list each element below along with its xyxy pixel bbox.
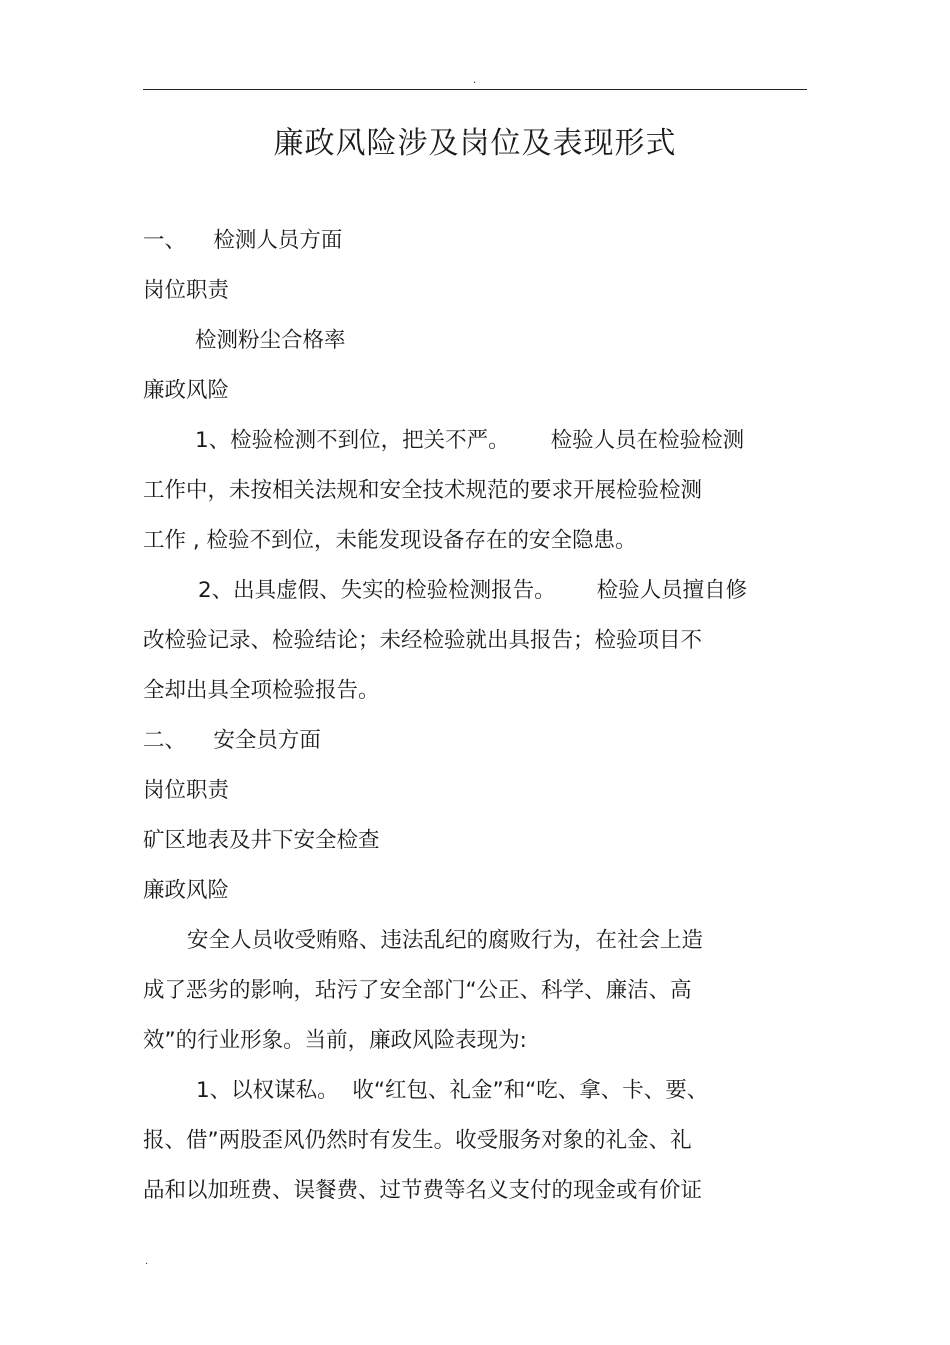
footer-dot: . (145, 1256, 149, 1267)
risk-item-1-line-2: 工作中，未按相关法规和安全技术规范的要求开展检验检测 (143, 478, 703, 503)
risk-paragraph-line-2: 成了恶劣的影响，玷污了安全部门“公正、科学、廉洁、高 (143, 978, 692, 1003)
duty-label-2: 岗位职责 (143, 778, 230, 803)
section-heading-2: 二、 安全员方面 (143, 728, 321, 753)
header-dot: . (473, 75, 477, 86)
risk-item-3-line-2: 报、借”两股歪风仍然时有发生。收受服务对象的礼金、礼 (143, 1128, 692, 1153)
risk-label-2: 廉政风险 (143, 878, 230, 903)
risk-label-1: 廉政风险 (143, 378, 230, 403)
risk-item-1-line-1: 1、检验检测不到位，把关不严。 检验人员在检验检测 (195, 428, 745, 453)
page-title: 廉政风险涉及岗位及表现形式 (273, 126, 677, 161)
risk-paragraph-line-3: 效”的行业形象。当前，廉政风险表现为: (143, 1028, 527, 1053)
duty-text-1: 检测粉尘合格率 (195, 328, 346, 353)
section-heading-1: 一、 检测人员方面 (143, 228, 343, 253)
risk-item-3-line-1: 1、以权谋私。 收“红包、礼金”和“吃、拿、卡、要、 (196, 1078, 709, 1103)
risk-item-3-line-3: 品和以加班费、误餐费、过节费等名义支付的现金或有价证 (143, 1178, 703, 1203)
header-rule (143, 89, 807, 90)
risk-item-2-line-2: 改检验记录、检验结论；未经检验就出具报告；检验项目不 (143, 628, 703, 653)
duty-label-1: 岗位职责 (143, 278, 230, 303)
risk-paragraph-line-1: 安全人员收受贿赂、违法乱纪的腐败行为，在社会上造 (187, 928, 704, 953)
risk-item-2-line-1: 2、出具虚假、失实的检验检测报告。 检验人员擅自修 (198, 578, 748, 603)
risk-item-2-line-3: 全却出具全项检验报告。 (143, 678, 380, 703)
duty-text-2: 矿区地表及井下安全检查 (143, 828, 380, 853)
risk-item-1-line-3: 工作 , 检验不到位，未能发现设备存在的安全隐患。 (143, 528, 637, 553)
